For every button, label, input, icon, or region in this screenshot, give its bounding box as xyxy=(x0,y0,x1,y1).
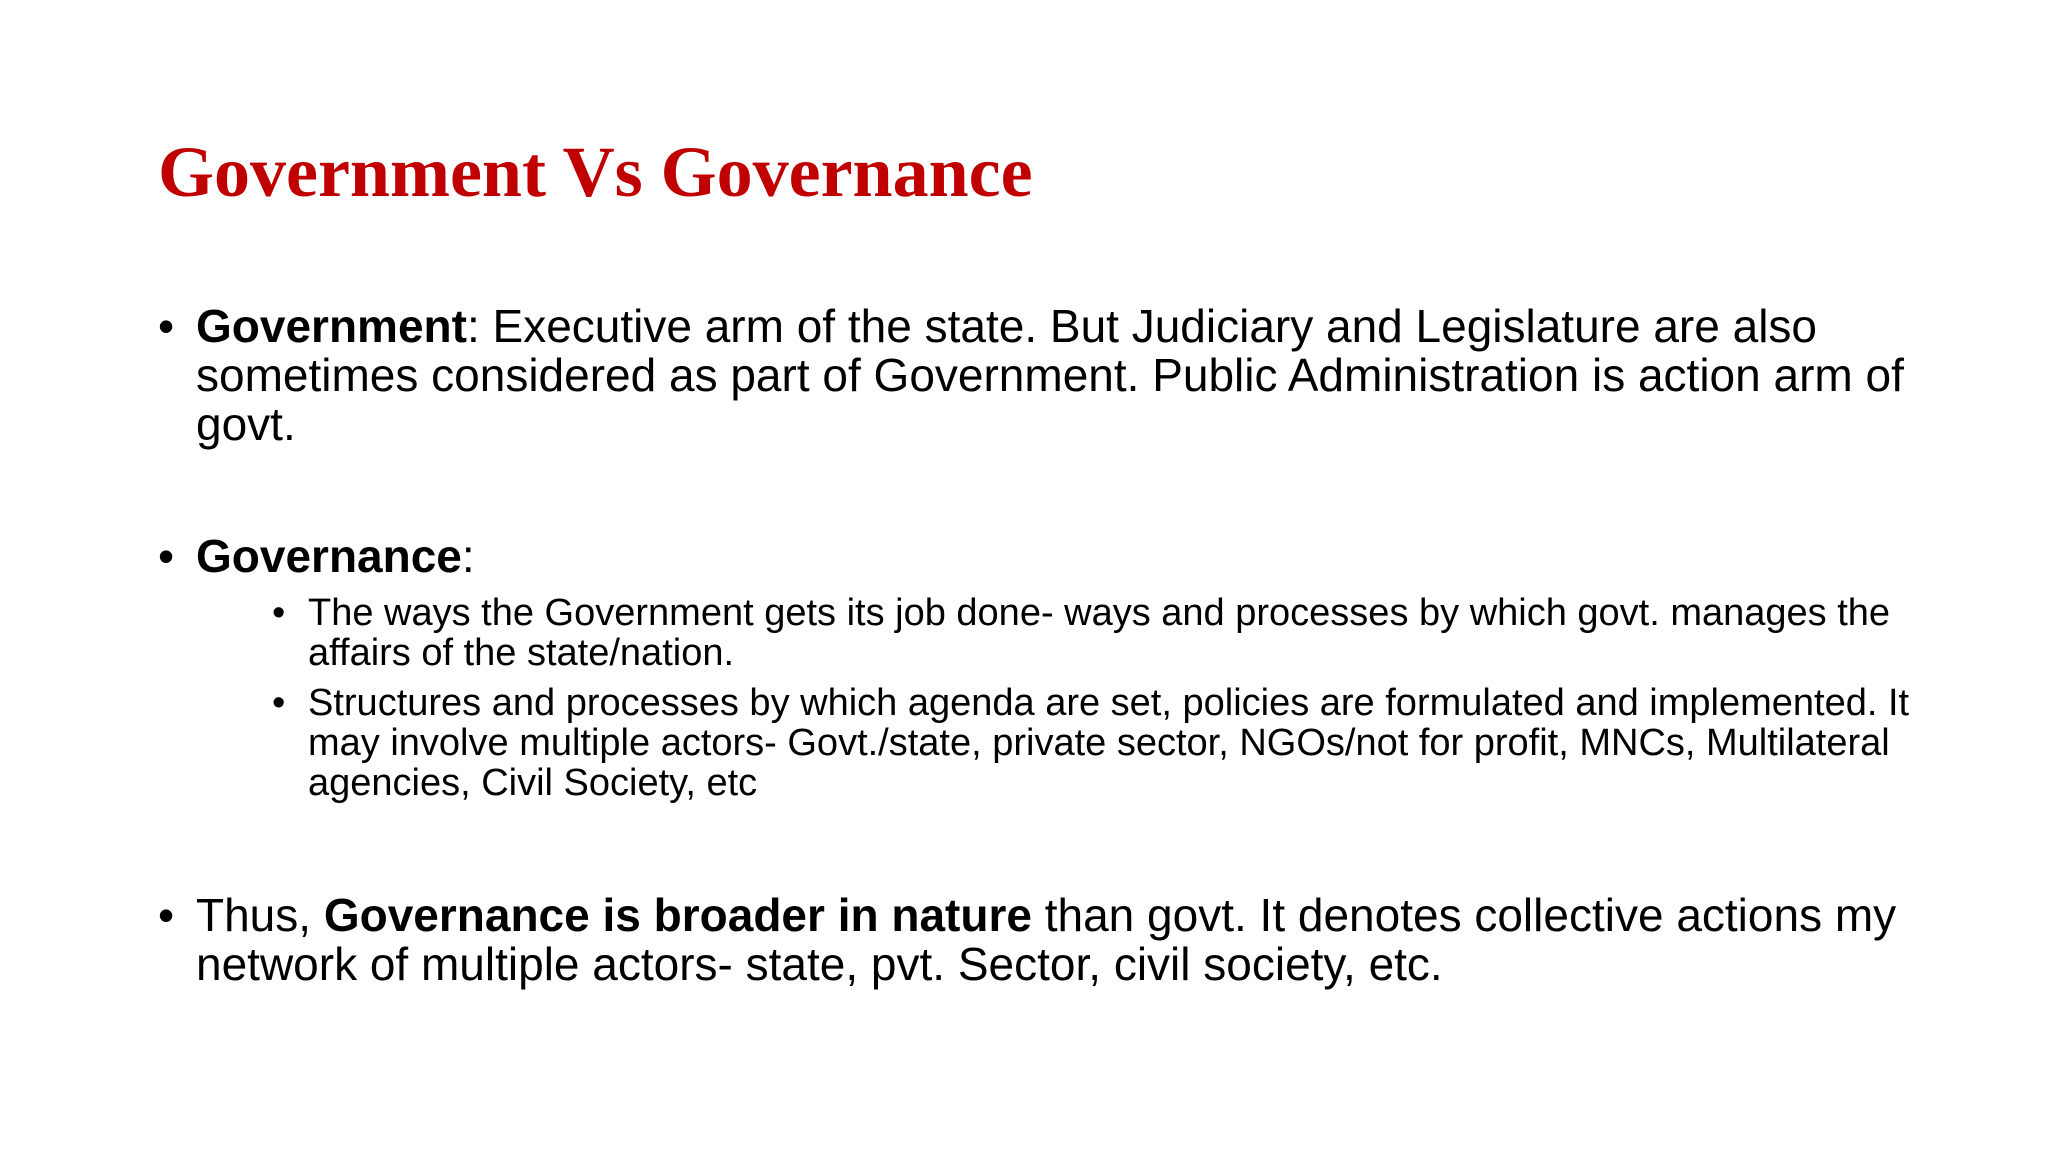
sub-bullet-structures: • Structures and processes by which agenda are set, policies are formulated and implemented. It may involve multiple actors- Govt./state, private sector, NGOs/not for profit, MNCs, Multilateral agencies, Civil Society, etc xyxy=(272,683,1978,803)
sub-bullet-ways: • The ways the Government gets its job done- ways and processes by which govt. manages the affairs of the state/nation. xyxy=(272,593,1978,673)
bullet-separator: : xyxy=(466,300,480,352)
bullet-prefix: Thus, xyxy=(196,889,324,941)
bullet-separator: : xyxy=(461,530,475,582)
bullet-text: Executive arm of the state. But Judiciary and Legislature are also sometimes considered as part of Government. Public Administration is action arm of govt. xyxy=(196,300,1904,450)
bullet-text: than govt. It denotes collective actions my network of multiple actors- state, pvt. Sector, civil society, etc. xyxy=(196,889,1897,990)
bullet-governance xyxy=(158,532,1978,581)
bullet-term: Governance xyxy=(196,530,462,582)
bullet-government xyxy=(158,302,1978,449)
bullet-emphasis: Governance is broader in nature xyxy=(323,889,1032,941)
bullet-term: Government xyxy=(196,300,467,352)
slide-body xyxy=(158,302,1978,989)
bullet-conclusion xyxy=(158,891,1978,989)
slide-title: Government Vs Governance xyxy=(158,132,1033,212)
